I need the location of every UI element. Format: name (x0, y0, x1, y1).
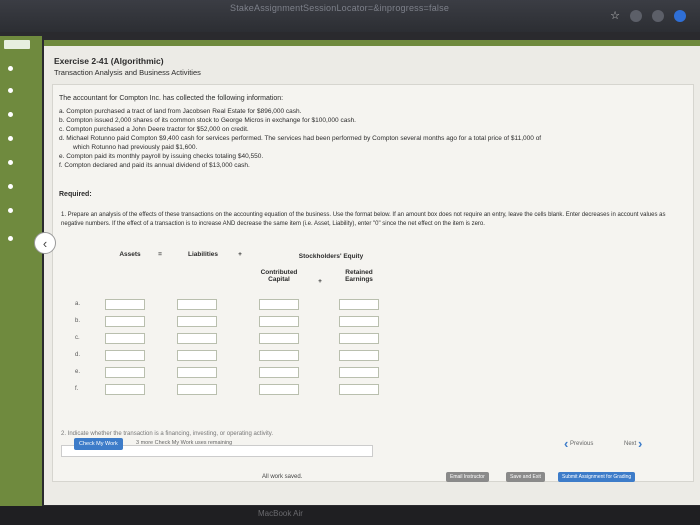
submit-assignment-button[interactable]: Submit Assignment for Grading (558, 472, 635, 482)
extension-icon-2[interactable] (652, 10, 664, 22)
liabilities-input-c[interactable] (177, 333, 217, 344)
header-assets: Assets (119, 251, 141, 258)
required-heading: Required: (59, 191, 92, 198)
email-instructor-button[interactable]: Email Instructor (446, 472, 489, 482)
progress-dot-icon[interactable] (8, 66, 13, 71)
liabilities-input-a[interactable] (177, 299, 217, 310)
retained-earnings-input-f[interactable] (339, 384, 379, 395)
extension-icon[interactable] (630, 10, 642, 22)
list-item: c. Compton purchased a John Deere tractor for $52,000 on credit. (59, 126, 249, 133)
row-label: c. (75, 335, 80, 341)
assets-input-f[interactable] (105, 384, 145, 395)
list-item: f. Compton declared and paid its annual dividend of $13,000 cash. (59, 162, 250, 169)
chevron-right-icon: › (638, 436, 643, 451)
device-label: MacBook Air (258, 509, 303, 518)
progress-dot-icon[interactable] (8, 184, 13, 189)
liabilities-input-b[interactable] (177, 316, 217, 327)
list-item: a. Compton purchased a tract of land from Jacobsen Real Estate for $896,000 cash. (59, 108, 302, 115)
liabilities-input-e[interactable] (177, 367, 217, 378)
header-plus: + (238, 251, 242, 258)
contributed-capital-input-a[interactable] (259, 299, 299, 310)
save-and-exit-button[interactable]: Save and Exit (506, 472, 545, 482)
collapse-sidebar-chevron-left-icon[interactable]: ‹ (34, 232, 56, 254)
row-label: b. (75, 318, 81, 324)
previous-button[interactable]: ‹ Previous (564, 436, 594, 451)
next-button[interactable]: Next › (624, 436, 643, 451)
transaction-list (59, 107, 541, 170)
check-my-work-button[interactable]: Check My Work (74, 438, 123, 450)
list-item: e. Compton paid its monthly payroll by issuing checks totaling $40,550. (59, 153, 264, 160)
address-bar[interactable]: StakeAssignmentSessionLocator=&inprogress=false (230, 3, 450, 13)
header-equals: = (158, 251, 162, 258)
profile-icon[interactable] (674, 10, 686, 22)
progress-dot-icon[interactable] (8, 236, 13, 241)
retained-earnings-input-a[interactable] (339, 299, 379, 310)
header-retained-earnings: Retained Earnings (345, 269, 373, 283)
assets-input-a[interactable] (105, 299, 145, 310)
question-2-text: 2. Indicate whether the transaction is a financing, investing, or operating activity. (61, 431, 274, 437)
top-accent-bar (44, 40, 700, 46)
assignment-footer (44, 434, 700, 504)
retained-earnings-input-c[interactable] (339, 333, 379, 344)
assets-input-d[interactable] (105, 350, 145, 361)
bookmark-star-icon[interactable]: ☆ (610, 10, 620, 22)
row-label: e. (75, 369, 81, 375)
retained-earnings-input-b[interactable] (339, 316, 379, 327)
header-plus-2: + (318, 278, 322, 285)
progress-dot-icon[interactable] (8, 112, 13, 117)
intro-text: The accountant for Compton Inc. has collected the following information: (59, 95, 284, 102)
question-1-text: 1. Prepare an analysis of the effects of these transactions on the accounting equation of the business. Use the format below. If an amount box does not require an entry, leave the cells blank. Enter decreases in account values as negative numbers. If the effect of a transaction is to increase AND decrease the same item (i.e. Asset, Liability), enter "0" since the net effect on the item is zero. (61, 212, 666, 227)
assets-input-e[interactable] (105, 367, 145, 378)
row-label: a. (75, 301, 81, 307)
list-item: b. Compton issued 2,000 shares of its common stock to George Micros in exchange for $100,000 cash. (59, 117, 356, 124)
exercise-subtitle: Transaction Analysis and Business Activities (54, 68, 201, 77)
progress-dot-icon[interactable] (8, 208, 13, 213)
progress-dot-icon[interactable] (8, 160, 13, 165)
question-card (52, 84, 694, 482)
list-item: d. Michael Rotunno paid Compton $9,400 cash for services performed. The services had been performed by Compton several months ago for a total price of $11,000 of which Rotunno had previously paid $1,600. (59, 135, 542, 151)
save-status: All work saved. (262, 474, 303, 480)
browser-toolbar (0, 0, 700, 32)
browser-icons (610, 10, 686, 22)
header-liabilities: Liabilities (188, 251, 218, 258)
chevron-left-icon: ‹ (564, 436, 569, 451)
assets-input-c[interactable] (105, 333, 145, 344)
header-stockholders-equity: Stockholders' Equity (298, 253, 364, 260)
progress-tick[interactable] (4, 40, 30, 49)
liabilities-input-f[interactable] (177, 384, 217, 395)
laptop-bezel (0, 506, 700, 525)
progress-sidebar (0, 36, 42, 506)
check-uses-remaining: 3 more Check My Work uses remaining (136, 440, 233, 446)
contributed-capital-input-d[interactable] (259, 350, 299, 361)
progress-dot-icon[interactable] (8, 88, 13, 93)
exercise-title: Exercise 2-41 (Algorithmic) (54, 56, 164, 66)
row-label: d. (75, 352, 81, 358)
contributed-capital-input-c[interactable] (259, 333, 299, 344)
assignment-panel (44, 40, 700, 505)
progress-dot-icon[interactable] (8, 136, 13, 141)
contributed-capital-input-b[interactable] (259, 316, 299, 327)
retained-earnings-input-e[interactable] (339, 367, 379, 378)
row-label: f. (75, 386, 79, 392)
retained-earnings-input-d[interactable] (339, 350, 379, 361)
assets-input-b[interactable] (105, 316, 145, 327)
contributed-capital-input-e[interactable] (259, 367, 299, 378)
contributed-capital-input-f[interactable] (259, 384, 299, 395)
header-contributed-capital: Contributed Capital (260, 269, 298, 283)
liabilities-input-d[interactable] (177, 350, 217, 361)
